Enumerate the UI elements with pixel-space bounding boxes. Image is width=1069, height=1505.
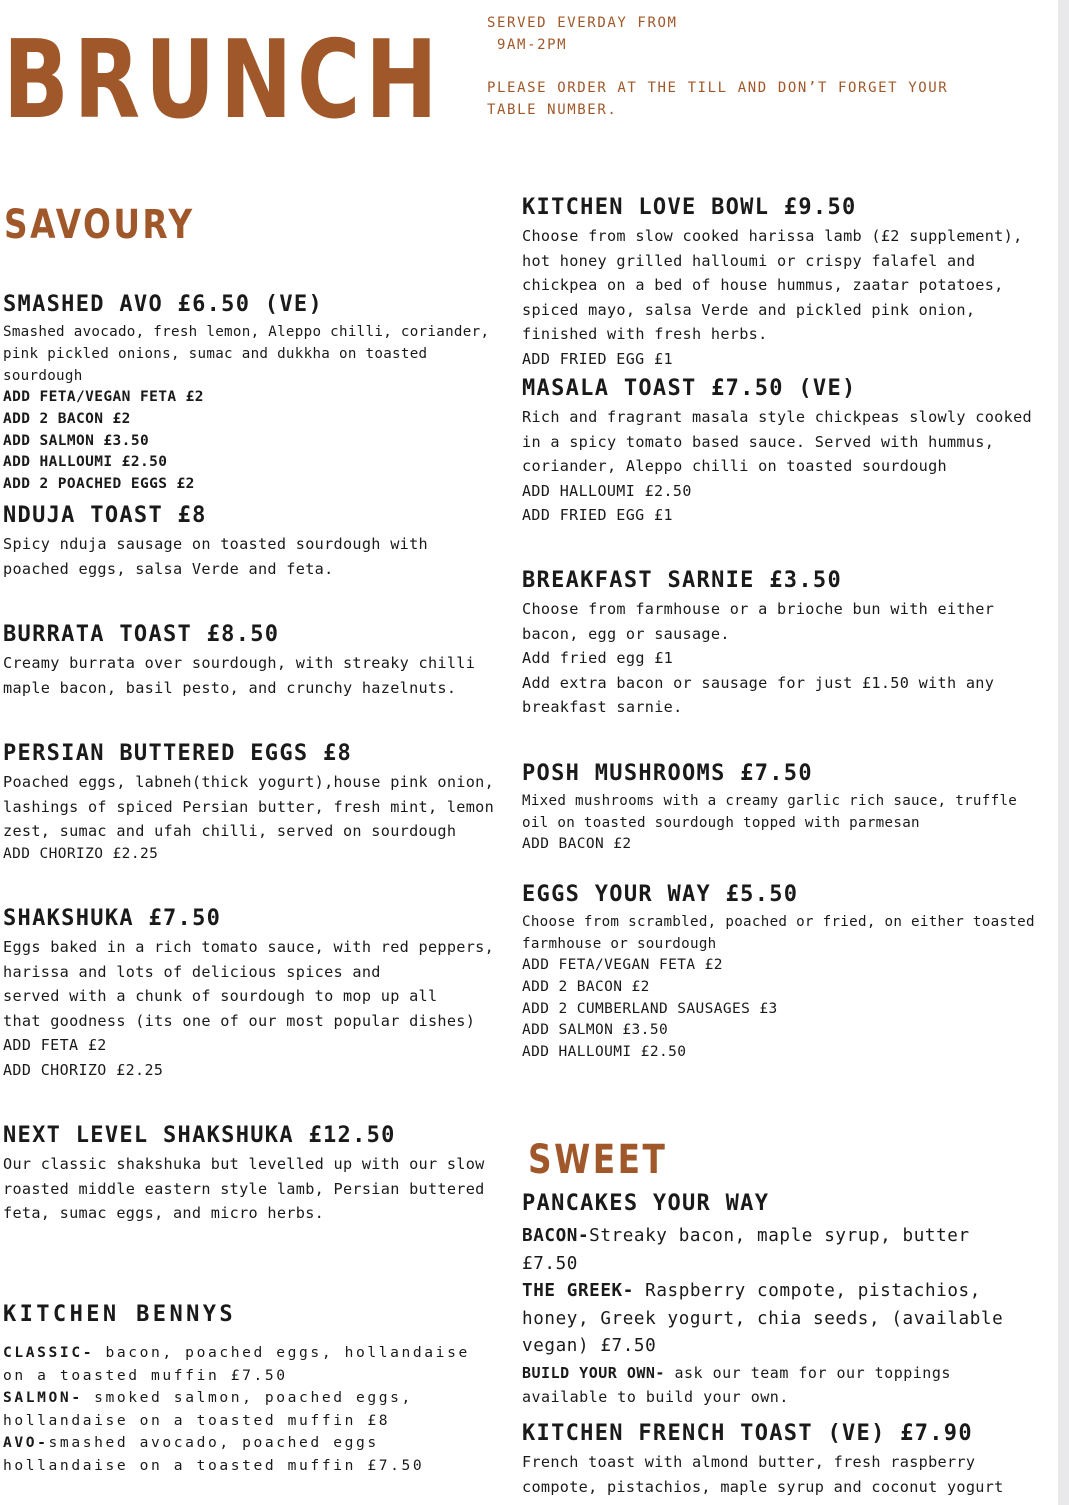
item-description: Choose from scrambled, poached or fried, on either toasted farmhouse or sourdough — [522, 914, 1035, 952]
add-on: ADD FETA/VEGAN FETA £2 — [3, 389, 204, 405]
add-on: ADD BACON £2 — [522, 836, 632, 852]
menu-item-pancakes — [522, 1191, 1032, 1410]
item-extra: Add extra bacon or sausage for just £1.50 with any breakfast sarnie. — [522, 673, 995, 716]
menu-item-french-toast — [522, 1421, 1032, 1499]
option-name: BACON- — [522, 1226, 590, 1246]
order-line-1: PLEASE ORDER AT THE TILL AND DON’T FORGET YOUR — [487, 80, 949, 96]
option-description: Streaky bacon, maple syrup, butter £7.50 — [522, 1226, 970, 1274]
bennys-title: KITCHEN BENNYS — [3, 1302, 237, 1327]
item-description: Rich and fragrant masala style chickpeas slowly cooked in a spicy tomato based sauce. Served with hummus, coriander, Aleppo chilli on toasted sourdough — [522, 408, 1032, 475]
item-description: Spicy nduja sausage on toasted sourdough with poached eggs, salsa Verde and feta. — [3, 535, 428, 578]
item-extra: Add fried egg £1 — [522, 649, 674, 667]
brunch-title: BRUNCH — [3, 18, 443, 143]
option-name: BUILD YOUR OWN- — [522, 1363, 665, 1382]
item-title: EGGS YOUR WAY £5.50 — [522, 882, 799, 907]
benny-name: AVO- — [3, 1434, 49, 1452]
add-on: ADD CHORIZO £2.25 — [3, 845, 159, 862]
item-title: BREAKFAST SARNIE £3.50 — [522, 568, 842, 593]
item-description: Mixed mushrooms with a creamy garlic rich sauce, truffle oil on toasted sourdough topped with parmesan — [522, 793, 1018, 831]
add-on: ADD HALLOUMI £2.50 — [522, 481, 692, 500]
item-title: KITCHEN LOVE BOWL £9.50 — [522, 195, 857, 220]
add-on: ADD 2 BACON £2 — [3, 410, 131, 427]
menu-item-breakfast-sarnie — [522, 568, 1012, 720]
menu-item-burrata — [3, 622, 483, 700]
benny-name: SALMON- — [3, 1389, 83, 1407]
item-title: PERSIAN BUTTERED EGGS £8 — [3, 741, 353, 766]
item-title: PANCAKES YOUR WAY — [522, 1191, 770, 1216]
item-title: NEXT LEVEL SHAKSHUKA £12.50 — [3, 1123, 396, 1148]
kitchen-bennys — [3, 1302, 503, 1478]
item-title: MASALA TOAST £7.50 (VE) — [522, 376, 857, 401]
item-description: Our classic shakshuka but levelled up with our slow roasted middle eastern style lamb, Persian buttered feta, sumac eggs, and micro herbs. — [3, 1155, 485, 1222]
option-description: ask our team for our toppings available to build your own. — [522, 1363, 951, 1407]
item-title: BURRATA TOAST £8.50 — [3, 622, 280, 647]
item-description: Creamy burrata over sourdough, with streaky chilli maple bacon, basil pesto, and crunchy hazelnuts. — [3, 654, 476, 697]
item-description-line: harissa and lots of delicious spices and — [3, 962, 381, 981]
benny-description: bacon, poached eggs, hollandaise on a toasted muffin £7.50 — [3, 1344, 470, 1384]
item-title: SMASHED AVO £6.50 (VE) — [3, 292, 323, 317]
menu-item-eggs-your-way — [522, 882, 1042, 1064]
page-edge — [1058, 0, 1069, 1505]
add-on: ADD FRIED EGG £1 — [522, 349, 673, 368]
benny-option-avo — [3, 1432, 503, 1477]
item-description: Choose from farmhouse or a brioche bun with either bacon, egg or sausage. — [522, 600, 995, 643]
add-on: ADD 2 CUMBERLAND SAUSAGES £3 — [522, 1000, 778, 1017]
add-on: ADD CHORIZO £2.25 — [3, 1060, 164, 1079]
add-on: ADD FETA £2 — [3, 1036, 107, 1054]
benny-option-salmon — [3, 1387, 503, 1432]
pancake-option-bacon — [522, 1223, 1032, 1278]
item-title: KITCHEN FRENCH TOAST (VE) £7.90 — [522, 1421, 973, 1446]
item-description-line: Eggs baked in a rich tomato sauce, with red peppers, — [3, 938, 495, 956]
menu-item-love-bowl — [522, 195, 1027, 371]
add-on: ADD HALLOUMI £2.50 — [522, 1044, 687, 1061]
benny-name: CLASSIC- — [3, 1344, 95, 1361]
item-description: Choose from slow cooked harissa lamb (£2 supplement), hot honey grilled halloumi or crispy falafel and chickpea on a bed of house hummus, zaatar potatoes, spiced mayo, salsa Verde and pickled pink onion, finished with fresh herbs. — [522, 227, 1023, 343]
pancake-option-build-your-own — [522, 1361, 1032, 1410]
sweet-heading: SWEET — [528, 1137, 668, 1183]
item-description-line: served with a chunk of sourdough to mop up all — [3, 987, 438, 1005]
item-description: Poached eggs, labneh(thick yogurt),house pink onion, lashings of spiced Persian butter, fresh mint, lemon zest, sumac and ufah chilli, served on sourdough — [3, 773, 495, 840]
option-description: Raspberry compote, pistachios, honey, Greek yogurt, chia seeds, (available vegan) £7.50 — [522, 1281, 1004, 1357]
item-title: POSH MUSHROOMS £7.50 — [522, 761, 813, 786]
menu-item-masala-toast — [522, 376, 1052, 528]
menu-item-persian-eggs — [3, 741, 503, 865]
served-line-1: SERVED EVERDAY FROM — [487, 15, 678, 31]
menu-item-posh-mushrooms — [522, 761, 1052, 856]
add-on: ADD 2 BACON £2 — [522, 978, 650, 995]
item-description-line: that goodness (its one of our most popular dishes) — [3, 1011, 476, 1030]
item-title: SHAKSHUKA £7.50 — [3, 906, 222, 931]
add-on: ADD HALLOUMI £2.50 — [3, 454, 168, 471]
item-description: Smashed avocado, fresh lemon, Aleppo chilli, coriander, pink pickled onions, sumac and dukkha on toasted sourdough — [3, 324, 490, 384]
benny-description: smoked salmon, poached eggs, hollandaise on a toasted muffin £8 — [3, 1389, 413, 1429]
served-line-2: 9AM-2PM — [497, 37, 568, 53]
pancake-option-greek — [522, 1278, 1032, 1361]
add-on: ADD FETA/VEGAN FETA £2 — [522, 957, 723, 973]
benny-option-classic — [3, 1342, 503, 1387]
menu-item-shakshuka — [3, 906, 508, 1082]
benny-description: smashed avocado, poached eggs hollandaise on a toasted muffin £7.50 — [3, 1434, 425, 1474]
item-description: French toast with almond butter, fresh raspberry compote, pistachios, maple syrup and coconut yogurt — [522, 1453, 1004, 1496]
add-on: ADD SALMON £3.50 — [522, 1022, 669, 1039]
item-title: NDUJA TOAST £8 — [3, 503, 207, 528]
order-line-2: TABLE NUMBER. — [487, 102, 618, 118]
option-name: THE GREEK- — [522, 1281, 634, 1302]
add-on: ADD FRIED EGG £1 — [522, 506, 673, 524]
add-on: ADD SALMON £3.50 — [3, 432, 150, 449]
menu-item-next-level-shakshuka — [3, 1123, 493, 1226]
add-on: ADD 2 POACHED EGGS £2 — [3, 476, 195, 493]
menu-item-nduja — [3, 503, 473, 581]
menu-item-smashed-avo — [3, 292, 508, 496]
savoury-heading: SAVOURY — [4, 202, 195, 248]
